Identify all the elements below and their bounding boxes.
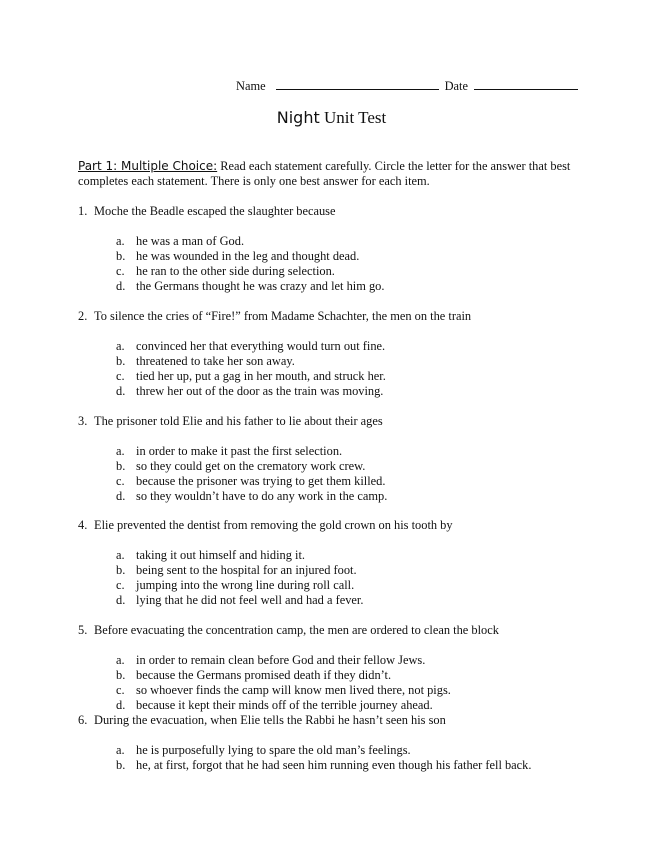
option-text: because the prisoner was trying to get them killed. — [136, 474, 386, 488]
option-3a[interactable] — [116, 444, 342, 459]
option-3b[interactable] — [116, 459, 365, 474]
option-1a[interactable] — [116, 234, 244, 249]
question-text: To silence the cries of “Fire!” from Madame Schachter, the men on the train — [94, 309, 472, 323]
option-letter: b. — [116, 354, 126, 368]
option-text: so they wouldn’t have to do any work in the camp. — [136, 489, 388, 503]
option-text: he, at first, forgot that he had seen him running even though his father fell back. — [136, 758, 532, 772]
instructions-paragraph — [78, 159, 598, 189]
option-text: he was a man of God. — [136, 234, 245, 248]
option-letter: a. — [116, 339, 125, 353]
option-text: he was wounded in the leg and thought dead. — [136, 249, 360, 263]
option-1c[interactable] — [116, 264, 335, 279]
name-label: Name — [236, 79, 266, 93]
option-text: in order to make it past the first selection. — [136, 444, 343, 458]
option-letter: b. — [116, 249, 126, 263]
option-5c[interactable] — [116, 683, 451, 698]
option-text: threatened to take her son away. — [136, 354, 295, 368]
option-2a[interactable] — [116, 339, 385, 354]
option-text: so they could get on the crematory work crew. — [136, 459, 366, 473]
option-4c[interactable] — [116, 578, 354, 593]
option-letter: b. — [116, 459, 126, 473]
option-2c[interactable] — [116, 369, 386, 384]
title-book: Night — [276, 108, 320, 127]
option-letter: d. — [116, 489, 126, 503]
option-4d[interactable] — [116, 593, 363, 608]
option-text: threw her out of the door as the train was moving. — [136, 384, 384, 398]
question-4 — [78, 518, 453, 533]
option-5b[interactable] — [116, 668, 391, 683]
question-number: 6. — [78, 713, 88, 727]
question-text: During the evacuation, when Elie tells the Rabbi he hasn’t seen his son — [94, 713, 446, 727]
option-letter: d. — [116, 279, 126, 293]
question-number: 2. — [78, 309, 88, 323]
option-letter: d. — [116, 593, 126, 607]
option-5d[interactable] — [116, 698, 433, 713]
title-rest: Unit Test — [319, 108, 387, 127]
option-text: lying that he did not feel well and had a fever. — [136, 593, 364, 607]
date-label: Date — [444, 79, 468, 93]
option-text: in order to remain clean before God and their fellow Jews. — [136, 653, 426, 667]
question-number: 5. — [78, 623, 88, 637]
option-letter: c. — [116, 369, 125, 383]
option-1d[interactable] — [116, 279, 384, 294]
option-3c[interactable] — [116, 474, 385, 489]
option-text: the Germans thought he was crazy and let him go. — [136, 279, 385, 293]
option-text: he is purposefully lying to spare the old man’s feelings. — [136, 743, 411, 757]
option-4b[interactable] — [116, 563, 357, 578]
option-text: so whoever finds the camp will know men lived there, not pigs. — [136, 683, 451, 697]
option-6a[interactable] — [116, 743, 411, 758]
option-1b[interactable] — [116, 249, 359, 264]
option-letter: a. — [116, 548, 125, 562]
option-text: because it kept their minds off of the terrible journey ahead. — [136, 698, 433, 712]
name-date-header — [236, 78, 578, 94]
option-letter: c. — [116, 474, 125, 488]
question-5 — [78, 623, 499, 638]
option-text: he ran to the other side during selection. — [136, 264, 335, 278]
option-letter: d. — [116, 698, 126, 712]
date-blank[interactable] — [474, 78, 578, 90]
question-number: 3. — [78, 414, 88, 428]
question-1 — [78, 204, 336, 219]
name-blank[interactable] — [276, 78, 439, 90]
question-text: Moche the Beadle escaped the slaughter because — [94, 204, 336, 218]
option-letter: c. — [116, 683, 125, 697]
option-letter: c. — [116, 264, 125, 278]
question-text: Elie prevented the dentist from removing the gold crown on his tooth by — [94, 518, 453, 532]
option-letter: a. — [116, 234, 125, 248]
option-letter: b. — [116, 668, 126, 682]
option-letter: a. — [116, 743, 125, 757]
option-text: being sent to the hospital for an injured foot. — [136, 563, 357, 577]
option-2b[interactable] — [116, 354, 295, 369]
question-text: The prisoner told Elie and his father to lie about their ages — [94, 414, 383, 428]
question-number: 4. — [78, 518, 88, 532]
option-letter: b. — [116, 758, 126, 772]
question-2 — [78, 309, 471, 324]
option-5a[interactable] — [116, 653, 425, 668]
option-text: tied her up, put a gag in her mouth, and struck her. — [136, 369, 386, 383]
question-text: Before evacuating the concentration camp, the men are ordered to clean the block — [94, 623, 499, 637]
instructions-text: Read each statement carefully. Circle the letter for the answer that best completes each statement. There is only one best answer for each item. — [78, 159, 571, 188]
option-letter: a. — [116, 444, 125, 458]
option-letter: c. — [116, 578, 125, 592]
option-text: because the Germans promised death if they didn’t. — [136, 668, 392, 682]
option-text: convinced her that everything would turn out fine. — [136, 339, 386, 353]
option-4a[interactable] — [116, 548, 305, 563]
option-text: jumping into the wrong line during roll call. — [136, 578, 355, 592]
option-6b[interactable] — [116, 758, 531, 773]
option-letter: d. — [116, 384, 126, 398]
question-number: 1. — [78, 204, 88, 218]
question-6 — [78, 713, 446, 728]
option-3d[interactable] — [116, 489, 387, 504]
option-letter: a. — [116, 653, 125, 667]
option-letter: b. — [116, 563, 126, 577]
option-text: taking it out himself and hiding it. — [136, 548, 305, 562]
question-3 — [78, 414, 383, 429]
page-title — [0, 108, 663, 128]
option-2d[interactable] — [116, 384, 383, 399]
part-label: Part 1: Multiple Choice: — [78, 159, 218, 173]
